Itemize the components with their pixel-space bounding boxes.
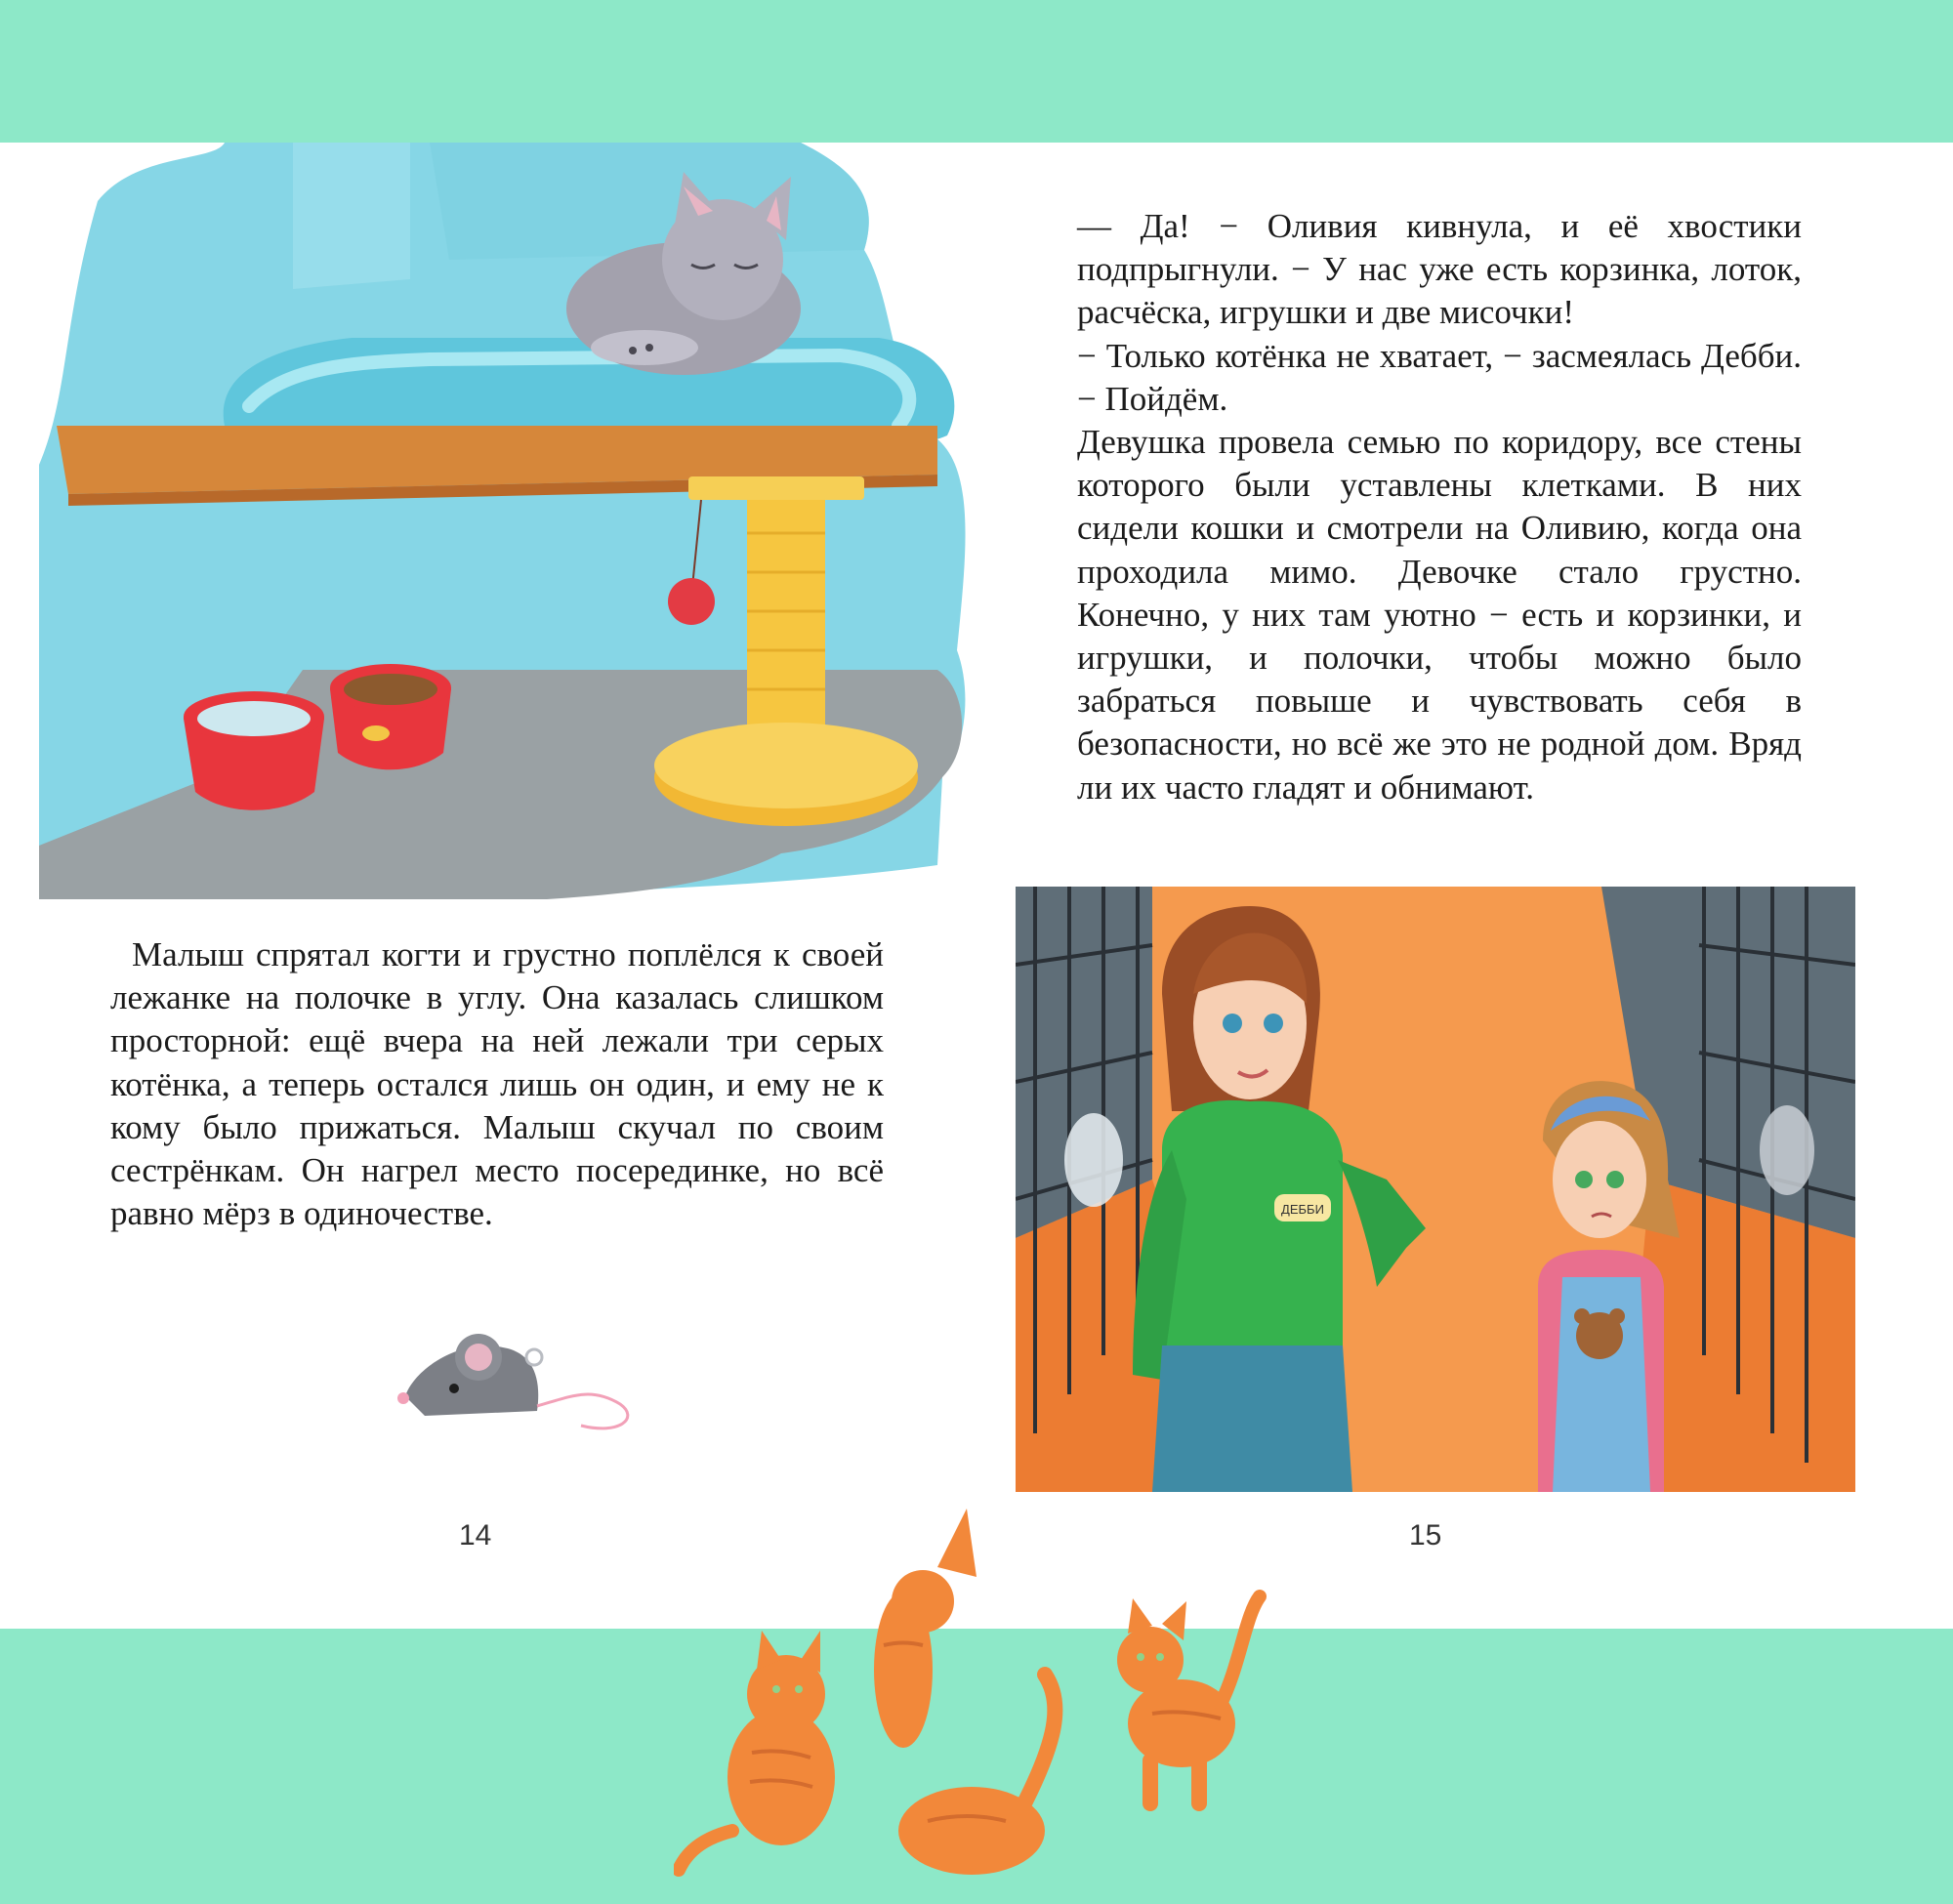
left-page-text	[110, 933, 884, 1235]
paragraph: − Только котёнка не хватает, − засмеялась Дебби. − Пойдём.	[1077, 336, 1802, 418]
right-page-text	[1077, 205, 1802, 809]
page-number-right: 15	[1409, 1519, 1442, 1552]
name-badge-text: ДЕББИ	[1281, 1202, 1324, 1217]
paragraph: Девушка провела семью по коридору, все стены которого были уставлены клетками. В них сидели кошки и смотрели на Оливию, когда она проходила мимо. Девочке стало грустно. Конечно, у них там уютно − есть и корзинки, и игрушки, и полочки, чтобы можно было забраться повыше и чувствовать себя в безопасности, но всё же это не родной дом. Вряд ли их часто гладят и обнимают.	[1077, 423, 1802, 807]
paragraph: — Да! − Оливия кивнула, и её хвостики подпрыгнули. − У нас уже есть корзинка, лоток, расчёска, игрушки и две мисочки!	[1077, 207, 1802, 332]
top-decorative-band	[0, 0, 1953, 143]
paragraph: Малыш спрятал когти и грустно поплёлся к своей лежанке на полочке в углу. Она казалась слишком просторной: ещё вчера на ней лежали три серых котёнка, а теперь остался лишь он один, и ему не к кому было прижаться. Малыш скучал по своим сестрёнкам. Он нагрел место посерединке, но всё равно мёрз в одиночестве.	[110, 935, 884, 1233]
mouse-toy-illustration	[386, 1318, 649, 1455]
kittens-illustration	[674, 1509, 1299, 1904]
corridor-illustration	[1016, 887, 1855, 1492]
cat-on-shelf-illustration	[39, 143, 967, 900]
page-number-left: 14	[459, 1519, 492, 1552]
